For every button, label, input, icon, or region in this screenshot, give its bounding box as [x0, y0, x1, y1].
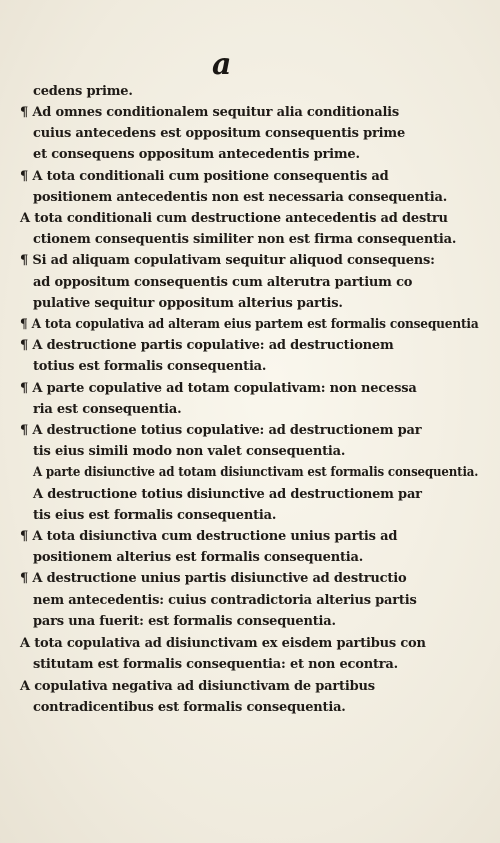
text-line: A tota conditionali cum destructione antecedentis ad destru [20, 211, 448, 226]
text-line: cedens prime. [33, 84, 133, 99]
text-line: nem antecedentis: cuius contradictoria alterius partis [33, 593, 417, 608]
text-line: ¶ A tota copulativa ad alteram eius partem est formalis consequentia [20, 317, 479, 332]
text-line: ¶ A tota conditionali cum positione consequentis ad [20, 169, 389, 184]
text-line: ¶ Si ad aliquam copulativam sequitur aliquod consequens: [20, 253, 435, 268]
text-line: A copulativa negativa ad disiunctivam de partibus [20, 679, 375, 694]
text-line: ¶ A destructione unius partis disiunctive ad destructio [20, 571, 407, 586]
text-line: ad oppositum consequentis cum alterutra partium co [33, 275, 413, 290]
text-line: ¶ A parte copulative ad totam copulativam: non necessa [20, 381, 417, 396]
text-line: positionem antecedentis non est necessaria consequentia. [33, 190, 448, 205]
text-line: stitutam est formalis consequentia: et non econtra. [33, 657, 398, 672]
text-line: pars una fuerit: est formalis consequentia. [33, 614, 336, 629]
signature-mark: a [212, 47, 232, 82]
text-line: ¶ Ad omnes conditionalem sequitur alia conditionalis [20, 105, 400, 120]
text-line: pulative sequitur oppositum alterius partis. [33, 296, 343, 311]
text-line: ¶ A tota disiunctiva cum destructione unius partis ad [20, 529, 398, 544]
text-line: positionem alterius est formalis consequentia. [33, 550, 364, 565]
text-line: ctionem consequentis similiter non est firma consequentia. [33, 232, 457, 247]
text-line: tis eius simili modo non valet consequentia. [33, 444, 346, 459]
text-line: ¶ A destructione partis copulative: ad destructionem [20, 338, 394, 353]
text-line: tis eius est formalis consequentia. [33, 508, 277, 523]
text-line: totius est formalis consequentia. [33, 359, 267, 374]
text-line: ria est consequentia. [33, 402, 182, 417]
text-line: cuius antecedens est oppositum consequentis prime [33, 126, 406, 141]
text-line: A tota copulativa ad disiunctivam ex eisdem partibus con [20, 636, 426, 651]
text-line: A destructione totius disiunctive ad destructionem par [33, 487, 422, 502]
text-line: contradicentibus est formalis consequentia. [33, 700, 346, 715]
text-line: A parte disiunctive ad totam disiunctivam est formalis consequentia. [33, 465, 479, 480]
text-line: et consequens oppositum antecedentis prime. [33, 147, 360, 162]
text-line: ¶ A destructione totius copulative: ad destructionem par [20, 423, 422, 438]
